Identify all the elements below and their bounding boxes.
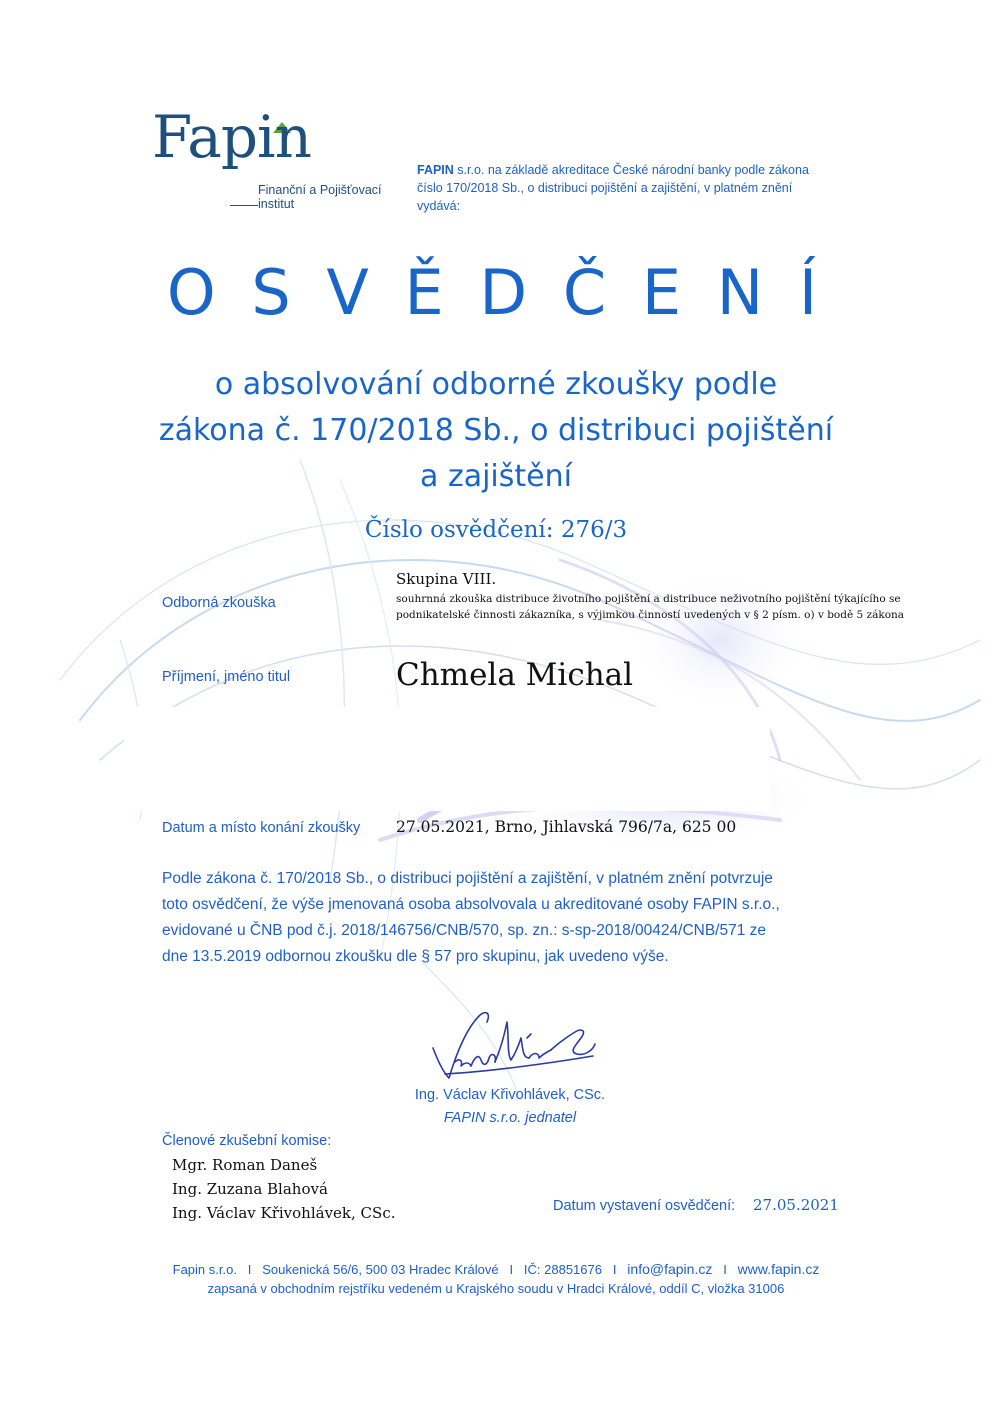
paragraph-line4: dne 13.5.2019 odbornou zkoušku dle § 57 pro skupinu, jak uvedeno výše. — [162, 948, 669, 965]
intro-line3: vydává: — [417, 199, 461, 213]
exam-description — [396, 591, 956, 623]
issued-date-label: Datum vystavení osvědčení: — [553, 1198, 736, 1214]
footer-separator: I — [509, 1262, 514, 1277]
confirmation-paragraph — [162, 866, 862, 970]
committee-member: Mgr. Roman Daneš — [172, 1156, 318, 1174]
intro-line1: s.r.o. na základě akreditace České národní banky podle zákona — [453, 163, 809, 177]
footer-email-link[interactable]: info@fapin.cz — [627, 1261, 713, 1277]
committee-member: Ing. Václav Křivohlávek, CSc. — [172, 1204, 396, 1222]
subtitle-line3: a zajištění — [420, 459, 572, 494]
signatory-name: Ing. Václav Křivohlávek, CSc. — [414, 1087, 606, 1103]
committee-label: Členové zkušební komise: — [162, 1133, 332, 1149]
intro-brand: FAPIN — [417, 163, 454, 177]
subtitle-line2: zákona č. 170/2018 Sb., o distribuci pojištění — [158, 413, 834, 448]
footer-web-link[interactable]: www.fapin.cz — [737, 1261, 820, 1277]
footer-registry-line: zapsaná v obchodním rejstříku vedeném u Krajského soudu v Hradci Králové, oddíl C, vložka 31006 — [207, 1281, 785, 1296]
paragraph-line2: toto osvědčení, že výše jmenovaná osoba absolvovala u akreditované osoby FAPIN s.r.o., — [162, 896, 780, 913]
footer-separator: I — [723, 1262, 727, 1277]
subtitle-line1: o absolvování odborné zkoušky podle — [214, 367, 778, 402]
exam-label: Odborná zkouška — [162, 595, 276, 611]
footer-address: Soukenická 56/6, 500 03 Hradec Králové — [262, 1262, 499, 1277]
issued-date-value: 27.05.2021 — [753, 1196, 839, 1214]
intro-text — [417, 161, 887, 215]
footer-ico: IČ: 28851676 — [523, 1262, 602, 1277]
footer-separator: I — [612, 1262, 617, 1277]
footer-separator: I — [247, 1262, 252, 1277]
handwritten-signature — [425, 1008, 600, 1084]
intro-line2: číslo 170/2018 Sb., o distribuci pojištění a zajištění, v platném znění — [417, 181, 793, 195]
exam-date-value: 27.05.2021, Brno, Jihlavská 796/7a, 625 00 — [396, 818, 737, 836]
footer-company: Fapin s.r.o. — [172, 1262, 237, 1277]
logo-divider — [230, 205, 258, 206]
signatory-role: FAPIN s.r.o. jednatel — [443, 1110, 577, 1126]
exam-group: Skupina VIII. — [396, 570, 497, 588]
paragraph-line3: evidované u ČNB pod č.j. 2018/146756/CNB/570, sp. zn.: s-sp-2018/00424/CNB/571 ze — [162, 922, 767, 939]
footer-contact-line — [0, 1261, 992, 1277]
exam-description-line1: souhrnná zkouška distribuce životního pojištění a distribuce neživotního pojištění týkajícího se — [396, 593, 901, 605]
fapin-logo-word: Fapin — [152, 103, 311, 171]
redacted-area — [124, 707, 770, 811]
exam-date-label: Datum a místo konání zkoušky — [162, 820, 361, 836]
certificate-number: Číslo osvědčení: 276/3 — [364, 517, 628, 543]
exam-description-line2: podnikatelské činnosti zákazníka, s výjimkou činností uvedených v § 2 písm. o) v bodě 5 zákona — [396, 609, 905, 621]
certificate-subtitle — [96, 362, 896, 500]
certificate-title: O S V Ě D Č E N Í — [166, 256, 826, 329]
logo-subtitle-line1: Finanční a Pojišťovací — [258, 183, 382, 197]
person-name: Chmela Michal — [396, 657, 634, 693]
paragraph-line1: Podle zákona č. 170/2018 Sb., o distribuci pojištění a zajištění, v platném znění potvrzuje — [162, 870, 773, 887]
committee-member: Ing. Zuzana Blahová — [172, 1180, 328, 1198]
logo-subtitle-line2: institut — [258, 197, 295, 211]
person-label: Příjmení, jméno titul — [162, 669, 291, 685]
